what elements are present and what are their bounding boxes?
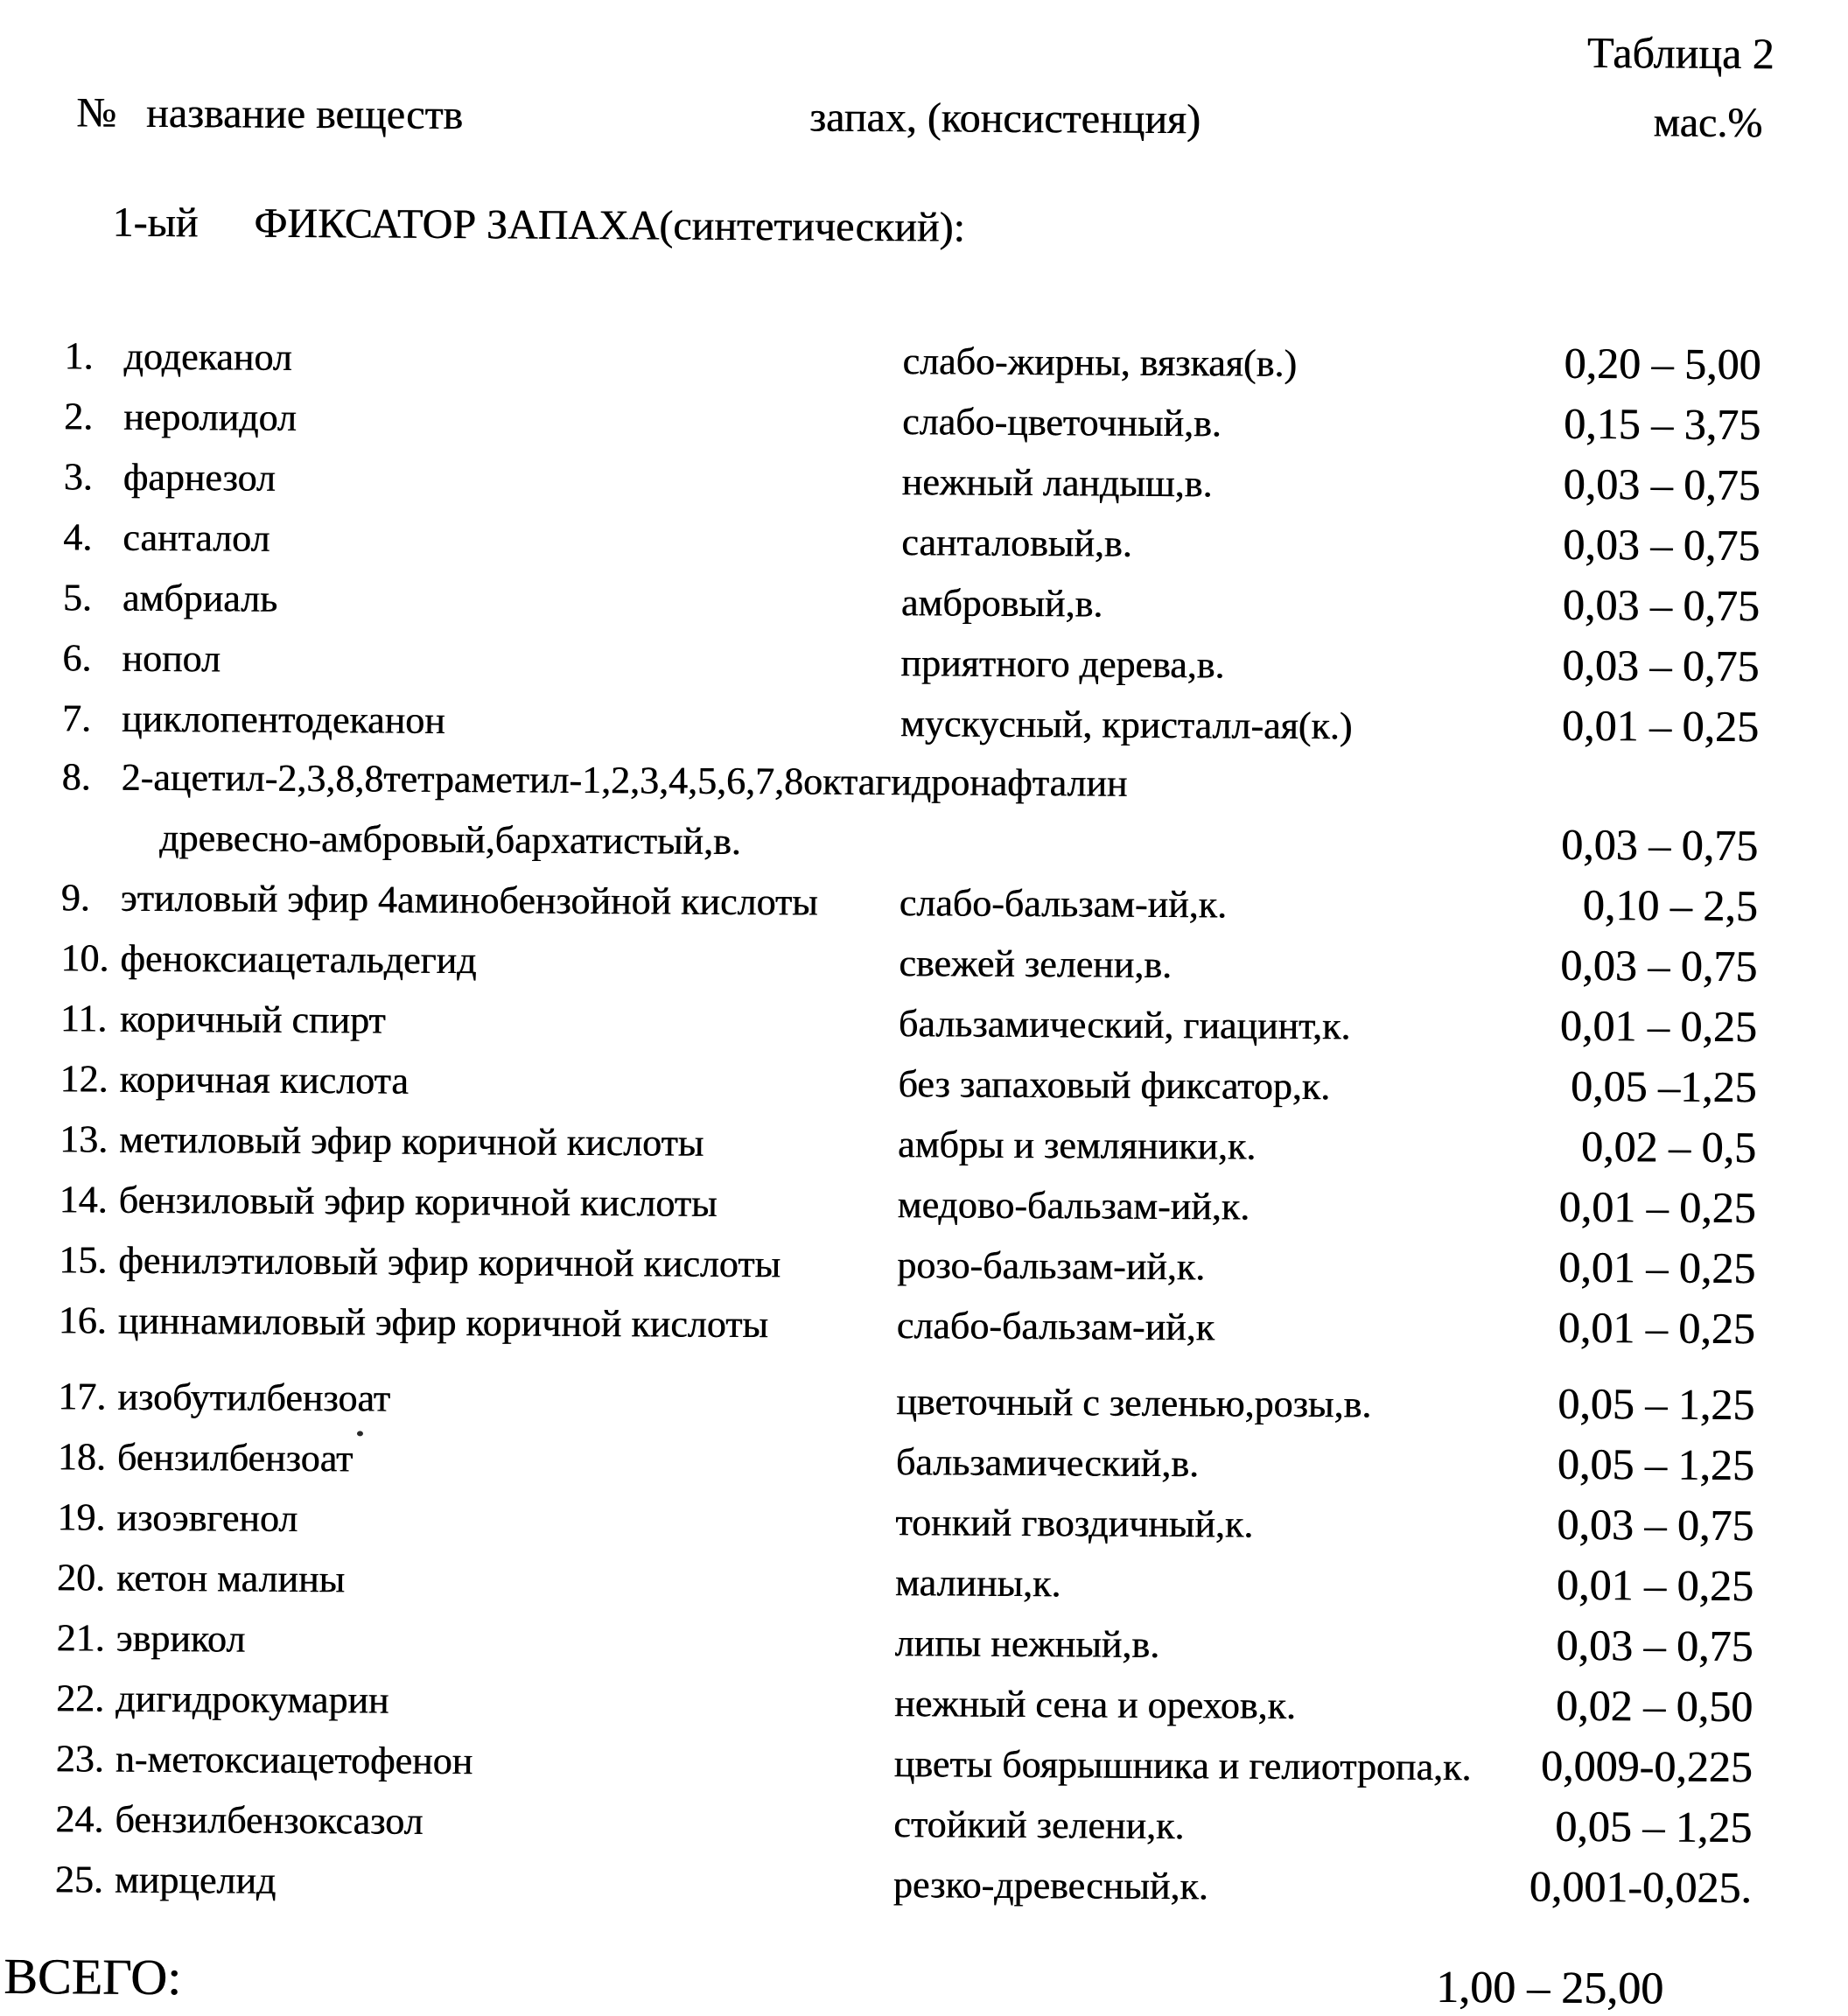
mass-percent-range: 0,05 – 1,25	[1555, 1801, 1753, 1852]
substance-table	[0, 325, 1846, 1920]
substance-row	[61, 747, 1759, 877]
row-number: 16.	[58, 1298, 107, 1342]
row-number: 7.	[61, 696, 92, 740]
row-number: 18.	[57, 1435, 106, 1479]
col-header-mass-percent: мас.%	[1653, 99, 1763, 147]
mass-percent-range: 0,01 – 0,25	[1558, 1181, 1756, 1233]
substance-name: коричная кислота	[119, 1057, 409, 1102]
substance-row	[63, 566, 1760, 637]
substance-name: неролидол	[122, 395, 297, 439]
row-number: 19.	[57, 1495, 106, 1539]
substance-name: бензилбензоксазол	[115, 1797, 424, 1843]
mass-percent-range: 0,03 – 0,75	[1557, 1499, 1754, 1550]
substance-row	[57, 1546, 1754, 1617]
substance-name: изоэвгенол	[116, 1495, 298, 1540]
odor-description: слабо-бальзам-ий,к	[896, 1304, 1215, 1349]
odor-description: слабо-бальзам-ий,к.	[899, 881, 1228, 927]
row-number: 3.	[63, 455, 93, 499]
odor-description: мускусный, кристалл-ая(к.)	[900, 702, 1353, 748]
mass-percent-range: 0,05 – 1,25	[1558, 1378, 1755, 1430]
mass-percent-range: 0,05 – 1,25	[1557, 1438, 1754, 1490]
substance-row	[64, 385, 1760, 456]
odor-description: стойкий зелени,к.	[893, 1802, 1185, 1848]
substance-name: этиловый эфир 4аминобензойной кислоты	[120, 876, 818, 924]
section-number: 1-ый	[112, 199, 199, 247]
odor-description: амбровый,в.	[900, 581, 1103, 626]
substance-name: фарнезол	[122, 455, 276, 500]
odor-description: нежный сена и орехов,к.	[893, 1682, 1297, 1727]
scan-artifact-dot	[357, 1431, 363, 1436]
substance-row	[58, 1425, 1754, 1496]
mass-percent-range: 0,01 – 0,25	[1556, 1559, 1754, 1611]
substance-name: циннамиловый эфир коричной кислоты	[117, 1298, 769, 1347]
mass-percent-range: 0,01 – 0,25	[1561, 700, 1760, 752]
substance-name: n-метоксиацетофенон	[115, 1737, 473, 1783]
substance-name: феноксиацетальдегид	[120, 936, 477, 983]
odor-description: амбры и земляники,к.	[897, 1123, 1256, 1168]
row-number: 25.	[54, 1858, 104, 1901]
row-number: 6.	[62, 636, 92, 680]
odor-description: малины,к.	[894, 1561, 1061, 1606]
col-header-substance-name: название веществ	[145, 89, 464, 139]
row-number: 21.	[56, 1616, 105, 1660]
odor-description: розо-бальзам-ий,к.	[897, 1243, 1206, 1289]
row-number: 2.	[63, 395, 94, 438]
substance-row	[56, 1667, 1753, 1738]
section-title	[0, 195, 1847, 261]
substance-name: бензиловый эфир коричной кислоты	[118, 1178, 718, 1225]
row-number: 15.	[59, 1238, 108, 1282]
odor-description: бальзамический,в.	[895, 1440, 1200, 1486]
substance-name: кетон малины	[116, 1556, 346, 1601]
mass-percent-range: 0,02 – 0,50	[1555, 1680, 1754, 1732]
total-row	[0, 1949, 1836, 2016]
odor-description: цветочный с зеленью,розы,в.	[896, 1380, 1372, 1426]
row-number: 17.	[58, 1375, 107, 1418]
odor-description: цветы боярышника и гелиотропа,к.	[893, 1742, 1472, 1789]
substance-name: амбриаль	[122, 576, 278, 620]
substance-row	[62, 687, 1759, 758]
substance-row	[60, 1108, 1756, 1179]
substance-name: бензилбензоат	[116, 1435, 354, 1480]
odor-description: тонкий гвоздичный,к.	[895, 1501, 1254, 1546]
substance-row	[63, 445, 1760, 516]
substance-name: мирцелид	[114, 1858, 276, 1902]
substance-name: 2-ацетил-2,3,8,8тетраметил-1,2,3,4,5,6,7,8октагидронафталин	[121, 755, 1128, 805]
substance-row	[59, 1289, 1755, 1360]
mass-percent-range: 0,03 – 0,75	[1560, 819, 1759, 871]
mass-percent-range: 0,03 – 0,75	[1563, 458, 1760, 510]
row-number: 11.	[60, 997, 108, 1040]
substance-name: эврикол	[116, 1616, 246, 1661]
mass-percent-range: 0,05 –1,25	[1570, 1060, 1757, 1112]
substance-name: нопол	[122, 636, 221, 681]
mass-percent-range: 0,15 – 3,75	[1563, 398, 1761, 450]
mass-percent-range: 0,03 – 0,75	[1563, 519, 1760, 570]
mass-percent-range: 0,01 – 0,25	[1559, 1000, 1758, 1052]
mass-percent-range: 0,009-0,225	[1540, 1740, 1753, 1792]
odor-description: древесно-амбровый,бархатистый,в.	[158, 816, 741, 864]
mass-percent-range: 0,03 – 0,75	[1556, 1620, 1754, 1671]
row-number: 23.	[55, 1737, 104, 1781]
substance-row	[56, 1606, 1753, 1677]
substance-row	[62, 626, 1759, 697]
substance-row	[61, 866, 1758, 937]
substance-name: циклопентодеканон	[121, 696, 445, 742]
substance-row	[57, 1486, 1754, 1557]
row-number: 10.	[60, 936, 109, 980]
row-number: 14.	[59, 1178, 108, 1222]
mass-percent-range: 0,001-0,025.	[1529, 1861, 1753, 1913]
odor-description: приятного дерева,в.	[900, 641, 1225, 687]
mass-percent-range: 0,03 – 0,75	[1562, 640, 1760, 691]
row-number: 24.	[55, 1797, 104, 1841]
row-number: 20.	[56, 1556, 106, 1600]
substance-name: коричный спирт	[119, 997, 386, 1042]
substance-row	[55, 1848, 1752, 1919]
odor-description: медово-бальзам-ий,к.	[897, 1183, 1250, 1228]
substance-row	[59, 1168, 1755, 1239]
odor-description: резко-древесный,к.	[892, 1863, 1208, 1908]
table-label: Таблица 2	[1586, 27, 1774, 79]
row-number: 5.	[62, 576, 92, 620]
mass-percent-range: 0,02 – 0,5	[1580, 1121, 1757, 1172]
odor-description: бальзамический, гиацинт,к.	[898, 1002, 1351, 1048]
mass-percent-range: 0,01 – 0,25	[1558, 1302, 1755, 1354]
odor-description: свежей зелени,в.	[899, 942, 1172, 987]
row-number: 4.	[63, 515, 93, 559]
odor-description: без запаховый фиксатор,к.	[898, 1062, 1331, 1109]
col-header-odor-consistency: запах, (консистенция)	[808, 94, 1201, 144]
substance-name: метиловый эфир коричной кислоты	[118, 1117, 704, 1165]
substance-row	[60, 927, 1757, 998]
mass-percent-range: 0,03 – 0,75	[1560, 940, 1758, 991]
substance-name: дигидрокумарин	[115, 1676, 389, 1722]
row-number: 9.	[60, 876, 90, 920]
mass-percent-range: 0,03 – 0,75	[1562, 579, 1760, 631]
substance-row	[59, 1228, 1755, 1299]
odor-description: слабо-цветочный,в.	[901, 400, 1222, 445]
odor-description: санталовый,в.	[901, 521, 1132, 565]
col-header-number: №	[76, 89, 117, 136]
substance-row	[55, 1788, 1752, 1858]
total-label: ВСЕГО:	[3, 1947, 182, 2006]
row-number: 8.	[61, 755, 91, 799]
substance-row	[63, 506, 1760, 577]
substance-row	[56, 1727, 1753, 1798]
mass-percent-range: 0,01 – 0,25	[1558, 1242, 1756, 1293]
odor-description: нежный ландыш,в.	[901, 460, 1213, 506]
column-headers	[0, 87, 1847, 150]
substance-name: изобутилбензоат	[117, 1375, 391, 1420]
mass-percent-range: 0,20 – 5,00	[1564, 338, 1761, 389]
substance-name: додеканол	[123, 334, 292, 379]
substance-row	[60, 1047, 1756, 1118]
mass-percent-range: 0,10 – 2,5	[1582, 879, 1758, 931]
row-number: 22.	[55, 1676, 105, 1720]
substance-name: фенилэтиловый эфир коричной кислоты	[118, 1238, 781, 1286]
odor-description: липы нежный,в.	[894, 1621, 1160, 1666]
substance-row	[58, 1365, 1754, 1436]
row-number: 1.	[64, 334, 94, 378]
row-number: 12.	[60, 1057, 108, 1101]
substance-row	[64, 325, 1760, 396]
substance-row	[60, 987, 1757, 1058]
total-value: 1,00 – 25,00	[1435, 1962, 1664, 2014]
row-number: 13.	[59, 1117, 108, 1161]
substance-name: санталол	[122, 515, 270, 560]
section-heading: ФИКСАТОР ЗАПАХА(синтетический):	[254, 200, 965, 251]
odor-description: слабо-жирны, вязкая(в.)	[902, 340, 1298, 385]
